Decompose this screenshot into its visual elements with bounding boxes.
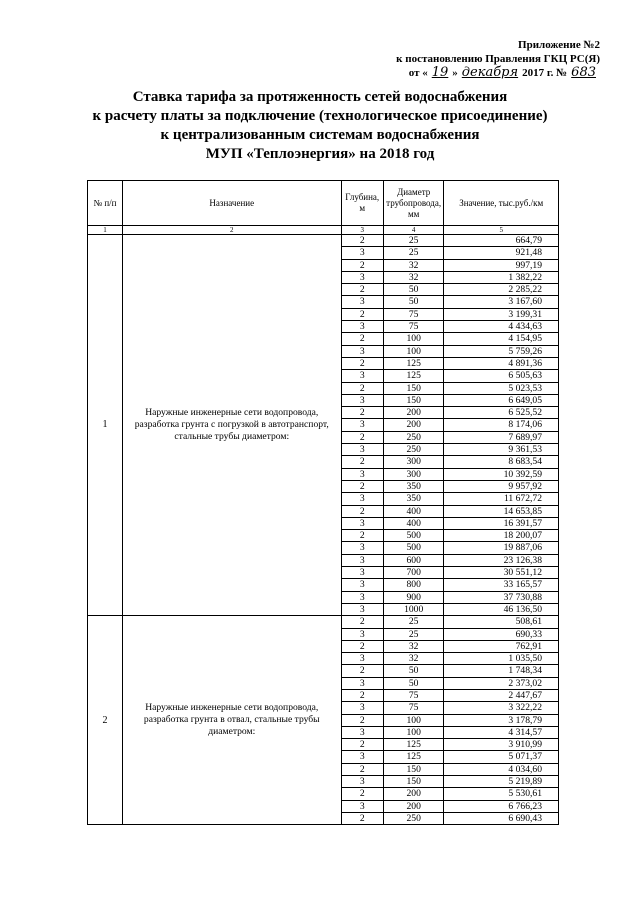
diameter-cell: 700: [383, 567, 443, 579]
table-row: [88, 616, 559, 628]
value-cell: 18 200,07: [444, 530, 559, 542]
diameter-cell: 300: [383, 468, 443, 480]
header-cell: Глубина, м: [341, 181, 383, 226]
diameter-cell: 400: [383, 517, 443, 529]
value-cell: 2 285,22: [444, 284, 559, 296]
depth-cell: 3: [341, 677, 383, 689]
diameter-cell: 50: [383, 665, 443, 677]
value-cell: 4 891,36: [444, 357, 559, 369]
depth-cell: 3: [341, 554, 383, 566]
header-cell: Значение, тыс.руб./км: [444, 181, 559, 226]
value-cell: 37 730,88: [444, 591, 559, 603]
depth-cell: 3: [341, 370, 383, 382]
diameter-cell: 25: [383, 235, 443, 247]
diameter-cell: 250: [383, 812, 443, 824]
depth-cell: 2: [341, 333, 383, 345]
depth-cell: 3: [341, 751, 383, 763]
depth-cell: 3: [341, 419, 383, 431]
depth-cell: 3: [341, 591, 383, 603]
appendix-header: [396, 38, 600, 80]
table-header-row: [88, 181, 559, 226]
diameter-cell: 50: [383, 284, 443, 296]
diameter-cell: 250: [383, 444, 443, 456]
depth-cell: 3: [341, 493, 383, 505]
diameter-cell: 500: [383, 542, 443, 554]
value-cell: 16 391,57: [444, 517, 559, 529]
depth-cell: 2: [341, 616, 383, 628]
depth-cell: 3: [341, 345, 383, 357]
depth-cell: 2: [341, 812, 383, 824]
group-name: Наружные инженерные сети водопровода, разработка грунта в отвал, стальные трубы диаметром:: [123, 616, 342, 825]
depth-cell: 3: [341, 321, 383, 333]
diameter-cell: 350: [383, 493, 443, 505]
depth-cell: 3: [341, 567, 383, 579]
value-cell: 8 174,06: [444, 419, 559, 431]
value-cell: 5 071,37: [444, 751, 559, 763]
table-row: [88, 235, 559, 247]
diameter-cell: 800: [383, 579, 443, 591]
value-cell: 9 957,92: [444, 480, 559, 492]
value-cell: 5 023,53: [444, 382, 559, 394]
handwritten-day: 19: [431, 65, 449, 80]
depth-cell: 2: [341, 382, 383, 394]
value-cell: 11 672,72: [444, 493, 559, 505]
value-cell: 4 314,57: [444, 726, 559, 738]
depth-cell: 2: [341, 530, 383, 542]
header-cell: № п/п: [88, 181, 123, 226]
header-cell: Назначение: [123, 181, 342, 226]
diameter-cell: 75: [383, 689, 443, 701]
depth-cell: 3: [341, 296, 383, 308]
value-cell: 46 136,50: [444, 603, 559, 615]
diameter-cell: 300: [383, 456, 443, 468]
depth-cell: 2: [341, 259, 383, 271]
diameter-cell: 50: [383, 296, 443, 308]
tariff-table: [87, 180, 559, 825]
value-cell: 33 165,57: [444, 579, 559, 591]
value-cell: 6 525,52: [444, 407, 559, 419]
diameter-cell: 32: [383, 640, 443, 652]
diameter-cell: 100: [383, 333, 443, 345]
diameter-cell: 200: [383, 788, 443, 800]
value-cell: 921,48: [444, 247, 559, 259]
value-cell: 1 382,22: [444, 271, 559, 283]
value-cell: 14 653,85: [444, 505, 559, 517]
appendix-label: Приложение №2: [518, 39, 600, 51]
column-number: 1: [88, 226, 123, 235]
value-cell: 3 910,99: [444, 739, 559, 751]
value-cell: 4 154,95: [444, 333, 559, 345]
depth-cell: 2: [341, 407, 383, 419]
diameter-cell: 100: [383, 714, 443, 726]
depth-cell: 2: [341, 308, 383, 320]
value-cell: 7 689,97: [444, 431, 559, 443]
table-body: [88, 235, 559, 825]
diameter-cell: 32: [383, 259, 443, 271]
value-cell: 4 434,63: [444, 321, 559, 333]
value-cell: 3 178,79: [444, 714, 559, 726]
diameter-cell: 150: [383, 776, 443, 788]
depth-cell: 2: [341, 714, 383, 726]
column-number: 5: [444, 226, 559, 235]
header-cell: Диаметр трубопровода, мм: [383, 181, 443, 226]
depth-cell: 3: [341, 542, 383, 554]
diameter-cell: 400: [383, 505, 443, 517]
depth-cell: 2: [341, 456, 383, 468]
diameter-cell: 1000: [383, 603, 443, 615]
depth-cell: 3: [341, 800, 383, 812]
value-cell: 4 034,60: [444, 763, 559, 775]
value-cell: 8 683,54: [444, 456, 559, 468]
group-index: 1: [88, 235, 123, 616]
value-cell: 2 447,67: [444, 689, 559, 701]
depth-cell: 3: [341, 579, 383, 591]
diameter-cell: 50: [383, 677, 443, 689]
depth-cell: 3: [341, 247, 383, 259]
value-cell: 3 322,22: [444, 702, 559, 714]
value-cell: 2 373,02: [444, 677, 559, 689]
diameter-cell: 75: [383, 308, 443, 320]
depth-cell: 3: [341, 726, 383, 738]
diameter-cell: 200: [383, 419, 443, 431]
diameter-cell: 600: [383, 554, 443, 566]
diameter-cell: 500: [383, 530, 443, 542]
depth-cell: 3: [341, 271, 383, 283]
diameter-cell: 25: [383, 247, 443, 259]
value-cell: 19 887,06: [444, 542, 559, 554]
value-cell: 508,61: [444, 616, 559, 628]
value-cell: 23 126,38: [444, 554, 559, 566]
diameter-cell: 125: [383, 357, 443, 369]
value-cell: 30 551,12: [444, 567, 559, 579]
depth-cell: 3: [341, 628, 383, 640]
document-title: Ставка тарифа за протяженность сетей водоснабжения к расчету платы за подключение (технологическое присоединение) к централизованным системам водоснабжения МУП «Теплоэнергия» на 2018 год: [92, 89, 548, 162]
value-cell: 10 392,59: [444, 468, 559, 480]
handwritten-number: 683: [571, 65, 596, 80]
value-cell: 1 748,34: [444, 665, 559, 677]
diameter-cell: 150: [383, 382, 443, 394]
value-cell: 690,33: [444, 628, 559, 640]
depth-cell: 2: [341, 480, 383, 492]
diameter-cell: 25: [383, 616, 443, 628]
column-number-row: [88, 226, 559, 235]
resolution-label: к постановлению Правления ГКЦ РС(Я): [396, 53, 600, 65]
diameter-cell: 100: [383, 726, 443, 738]
diameter-cell: 150: [383, 763, 443, 775]
value-cell: 6 766,23: [444, 800, 559, 812]
diameter-cell: 25: [383, 628, 443, 640]
depth-cell: 3: [341, 468, 383, 480]
depth-cell: 2: [341, 284, 383, 296]
diameter-cell: 900: [383, 591, 443, 603]
depth-cell: 2: [341, 505, 383, 517]
diameter-cell: 75: [383, 702, 443, 714]
depth-cell: 2: [341, 689, 383, 701]
depth-cell: 3: [341, 517, 383, 529]
value-cell: 5 759,26: [444, 345, 559, 357]
depth-cell: 3: [341, 653, 383, 665]
depth-cell: 3: [341, 603, 383, 615]
value-cell: 997,19: [444, 259, 559, 271]
value-cell: 5 219,89: [444, 776, 559, 788]
diameter-cell: 125: [383, 751, 443, 763]
column-number: 2: [123, 226, 342, 235]
depth-cell: 2: [341, 763, 383, 775]
value-cell: 664,79: [444, 235, 559, 247]
diameter-cell: 250: [383, 431, 443, 443]
value-cell: 6 649,05: [444, 394, 559, 406]
value-cell: 3 167,60: [444, 296, 559, 308]
handwritten-month: декабря: [461, 65, 519, 80]
diameter-cell: 100: [383, 345, 443, 357]
depth-cell: 3: [341, 702, 383, 714]
depth-cell: 2: [341, 788, 383, 800]
value-cell: 3 199,31: [444, 308, 559, 320]
depth-cell: 2: [341, 739, 383, 751]
group-name: Наружные инженерные сети водопровода, разработка грунта с погрузкой в автотранспорт, стальные трубы диаметром:: [123, 235, 342, 616]
column-number: 4: [383, 226, 443, 235]
diameter-cell: 75: [383, 321, 443, 333]
value-cell: 5 530,61: [444, 788, 559, 800]
depth-cell: 3: [341, 776, 383, 788]
diameter-cell: 32: [383, 271, 443, 283]
depth-cell: 2: [341, 235, 383, 247]
diameter-cell: 32: [383, 653, 443, 665]
resolution-date: от « 19 » декабря 2017 г. № 683: [396, 66, 600, 80]
depth-cell: 2: [341, 431, 383, 443]
diameter-cell: 150: [383, 394, 443, 406]
diameter-cell: 125: [383, 739, 443, 751]
depth-cell: 2: [341, 357, 383, 369]
column-number: 3: [341, 226, 383, 235]
depth-cell: 2: [341, 665, 383, 677]
value-cell: 9 361,53: [444, 444, 559, 456]
value-cell: 762,91: [444, 640, 559, 652]
depth-cell: 3: [341, 444, 383, 456]
diameter-cell: 200: [383, 800, 443, 812]
value-cell: 6 690,43: [444, 812, 559, 824]
value-cell: 6 505,63: [444, 370, 559, 382]
diameter-cell: 350: [383, 480, 443, 492]
diameter-cell: 200: [383, 407, 443, 419]
depth-cell: 3: [341, 394, 383, 406]
depth-cell: 2: [341, 640, 383, 652]
diameter-cell: 125: [383, 370, 443, 382]
group-index: 2: [88, 616, 123, 825]
value-cell: 1 035,50: [444, 653, 559, 665]
